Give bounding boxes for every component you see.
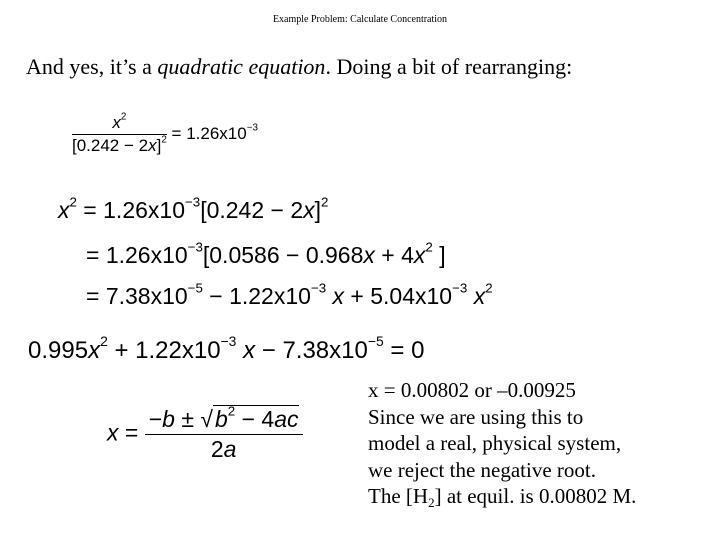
quadratic-formula: x = $\frac{-b \pm √b^2 - 4ac}{2a}$ — [107, 406, 303, 463]
quadratic-formula-fraction: $\frac{-b \pm √b^2 - 4ac}{2a}$ — [145, 406, 303, 463]
note-line: model a real, physical system, — [368, 431, 622, 455]
intro-text: And yes, it’s a quadratic equation. Doing a bit of rearranging: — [26, 54, 573, 79]
equation-quadratic-form: $0.995x^2 + 1.22x10^{-3}$ $x - 7.38x10^{-5} = 0$ — [28, 333, 425, 364]
solution-values: x = 0.00802 or –0.00925 — [368, 378, 576, 402]
equation-fraction: $\frac{x^2}{[0.242 - 2x]^2}$ = $1.26x10^{-3}$ — [72, 111, 258, 155]
note-line: we reject the negative root. — [368, 457, 596, 482]
slide-header: Example Problem: Calculate Concentration — [272, 14, 448, 25]
intro-emphasis: quadratic equation — [157, 54, 326, 79]
equation-line-3: = $1.26x10^{-3}[0.0586 - 0.968x + 4x^2$ ] — [86, 239, 446, 268]
equation-line-4: = $7.38x10^{-5} - 1.22x10^{-3}$ $x + 5.04x10^{-3}$ $x^2$ — [86, 280, 493, 309]
sqrt-icon: √ — [200, 406, 213, 432]
equation-fraction-ratio: $\frac{x^2}{[0.242 - 2x]^2}$ — [72, 111, 167, 155]
equation-line-2: $x^2 = 1.26x10^{-3}[0.242 - 2x]^2$ — [58, 194, 329, 223]
conclusion-notes — [368, 377, 636, 510]
note-line: Since we are using this to — [368, 404, 584, 429]
final-answer: The $[H_2]$ at equil. is 0.00802 M. — [368, 484, 637, 510]
